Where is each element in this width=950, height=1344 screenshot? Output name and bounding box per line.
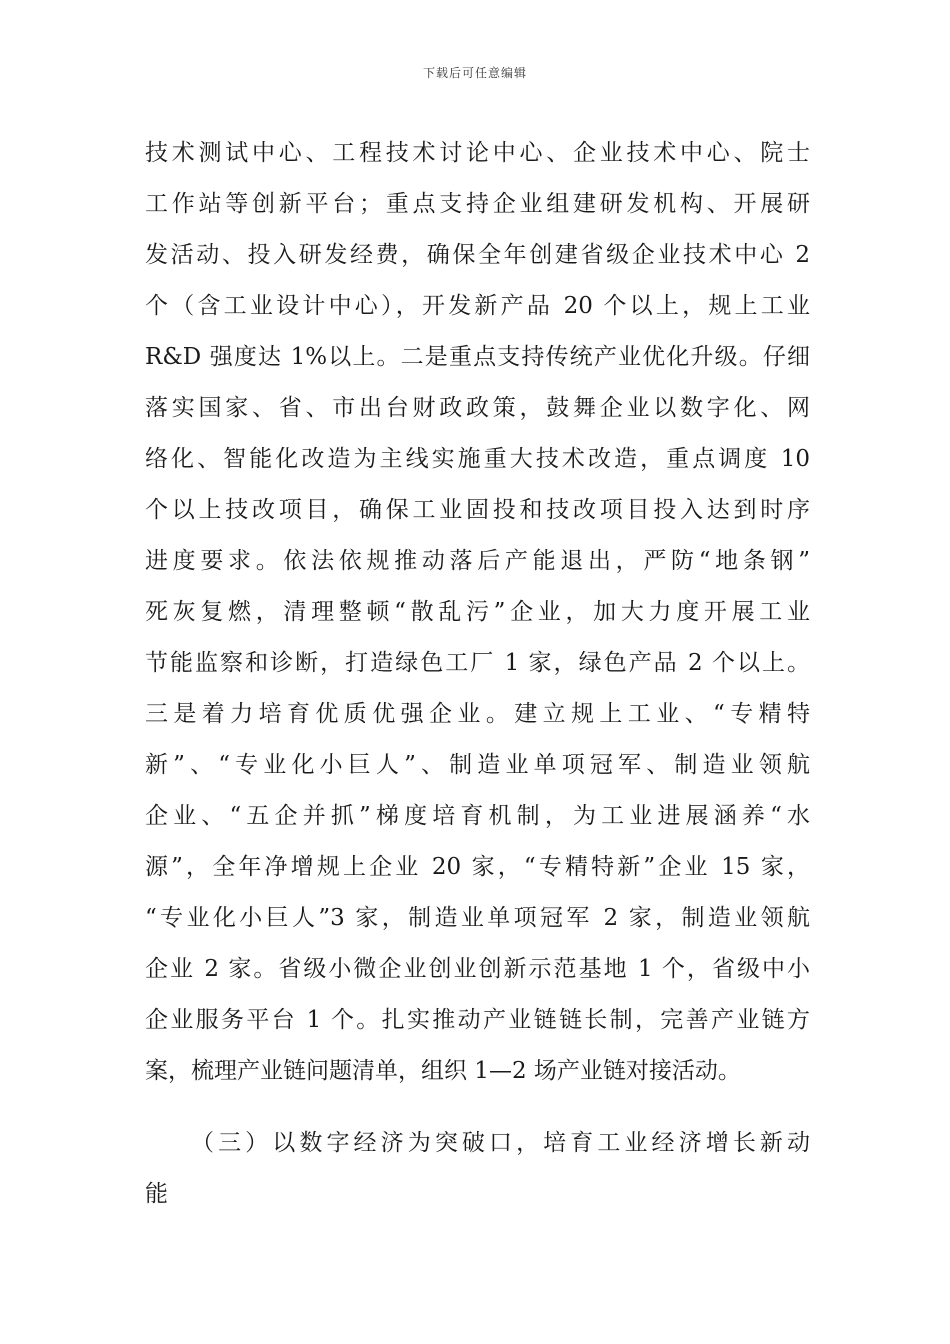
text-line: 络化、智能化改造为主线实施重大技术改造，重点调度 10 [145,446,810,472]
text-line: “专业化小巨人”3 家，制造业单项冠军 2 家，制造业领航 [145,905,810,931]
section-heading [145,1118,810,1220]
text-line: 进度要求。依法依规推动落后产能退出，严防“地条钢” [145,548,810,574]
text-line: 落实国家、省、市出台财政政策，鼓舞企业以数字化、网 [145,395,810,421]
text-line: 节能监察和诊断，打造绿色工厂 1 家，绿色产品 2 个以上。 [145,650,810,676]
text-line: 个（含工业设计中心），开发新产品 20 个以上，规上工业 [145,293,810,319]
text-line: 死灰复燃，清理整顿“散乱污”企业，加大力度开展工业 [145,599,810,625]
text-line: R&D 强度达 1%以上。二是重点支持传统产业优化升级。仔细 [145,344,810,370]
section-heading-line: （三）以数字经济为突破口，培育工业经济增长新动 [191,1130,810,1156]
section-heading-line: 能 [145,1181,168,1207]
text-line: 技术测试中心、工程技术讨论中心、企业技术中心、院士 [145,140,810,166]
text-line: 案，梳理产业链问题清单，组织 1—2 场产业链对接活动。 [145,1058,741,1084]
header-note: 下载后可任意编辑 [422,66,527,80]
text-line: 新”、“专业化小巨人”、制造业单项冠军、制造业领航 [145,752,810,778]
body-paragraph [145,128,810,1097]
text-line: 个以上技改项目，确保工业固投和技改项目投入达到时序 [145,497,810,523]
text-line: 工作站等创新平台；重点支持企业组建研发机构、开展研 [145,191,810,217]
text-line: 企业服务平台 1 个。扎实推动产业链链长制，完善产业链方 [145,1007,810,1033]
text-line: 三是着力培育优质优强企业。建立规上工业、“专精特 [145,701,810,727]
text-line: 发活动、投入研发经费，确保全年创建省级企业技术中心 2 [145,242,810,268]
text-line: 企业 2 家。省级小微企业创业创新示范基地 1 个，省级中小 [145,956,810,982]
text-line: 企业、“五企并抓”梯度培育机制，为工业进展涵养“水 [145,803,810,829]
text-line: 源”，全年净增规上企业 20 家，“专精特新”企业 15 家， [145,854,810,880]
